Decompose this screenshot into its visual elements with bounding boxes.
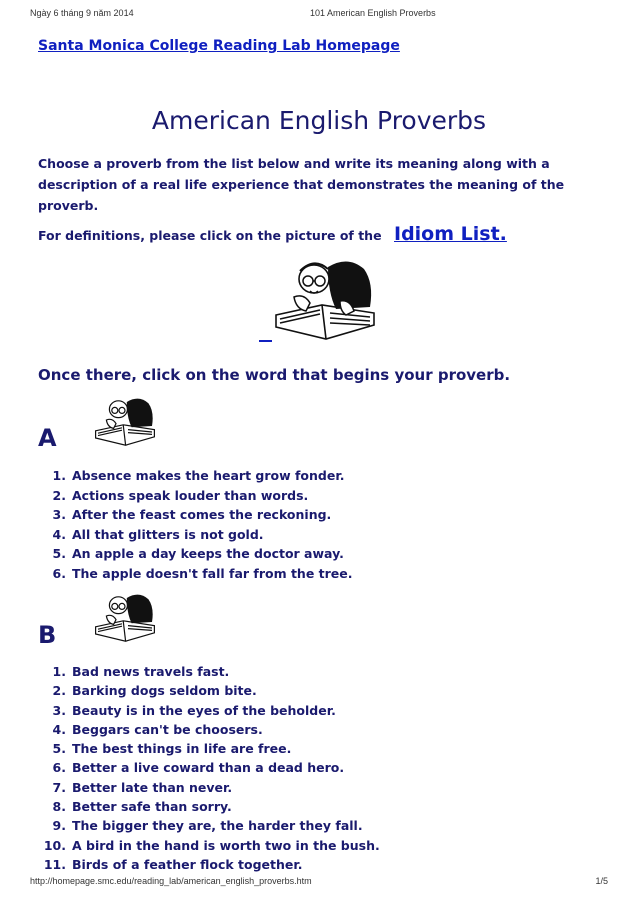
link-underline[interactable] [259,340,272,342]
list-item: 5. An apple a day keeps the doctor away. [52,546,344,562]
list-item: 6. The apple doesn't fall far from the tree. [52,565,353,581]
proverb-list-b [38,662,380,874]
list-item: 9. The bigger they are, the harder they fall. [52,818,363,834]
print-page-title: 101 American English Proverbs [310,8,436,18]
intro-paragraph: Choose a proverb from the list below and write its meaning along with a description of a real life experience that demonstrates the meaning of the proverb. [38,156,565,213]
print-date: Ngày 6 tháng 9 năm 2014 [30,8,134,18]
page-title: American English Proverbs [151,106,487,135]
proverb-list-a [38,466,353,584]
list-item: 10. A bird in the hand is worth two in the bush. [43,837,380,853]
man-reading-book-icon[interactable] [92,588,158,644]
list-item: 3. After the feast comes the reckoning. [52,507,332,523]
list-item: 1. Bad news travels fast. [52,664,230,679]
list-item: 6. Better a live coward than a dead hero. [52,760,345,776]
list-item: 1. Absence makes the heart grow fonder. [52,468,345,483]
man-reading-book-icon[interactable] [92,392,158,448]
page-number: 1/5 [595,876,608,886]
list-item: 5. The best things in life are free. [52,741,292,757]
instruction-text: Once there, click on the word that begins your proverb. [38,366,511,384]
homepage-link[interactable]: Santa Monica College Reading Lab Homepage [38,38,400,54]
section-letter-b: B [38,621,57,649]
idiom-list-link[interactable]: Idiom List. [394,223,507,245]
definitions-text: For definitions, please click on the picture of the [38,228,382,243]
list-item: 2. Actions speak louder than words. [52,487,309,503]
list-item: 2. Barking dogs seldom bite. [52,683,257,699]
list-item: 4. Beggars can't be choosers. [52,721,263,737]
list-item: 7. Better late than never. [52,779,233,795]
list-item: 8. Better safe than sorry. [52,799,232,815]
list-item: 11. Birds of a feather flock together. [43,856,303,872]
man-reading-book-icon[interactable] [270,253,380,341]
print-url: http://homepage.smc.edu/reading_lab/american_english_proverbs.htm [30,876,312,886]
list-item: 4. All that glitters is not gold. [52,526,264,542]
list-item: 3. Beauty is in the eyes of the beholder. [52,702,336,718]
section-letter-a: A [38,424,57,452]
